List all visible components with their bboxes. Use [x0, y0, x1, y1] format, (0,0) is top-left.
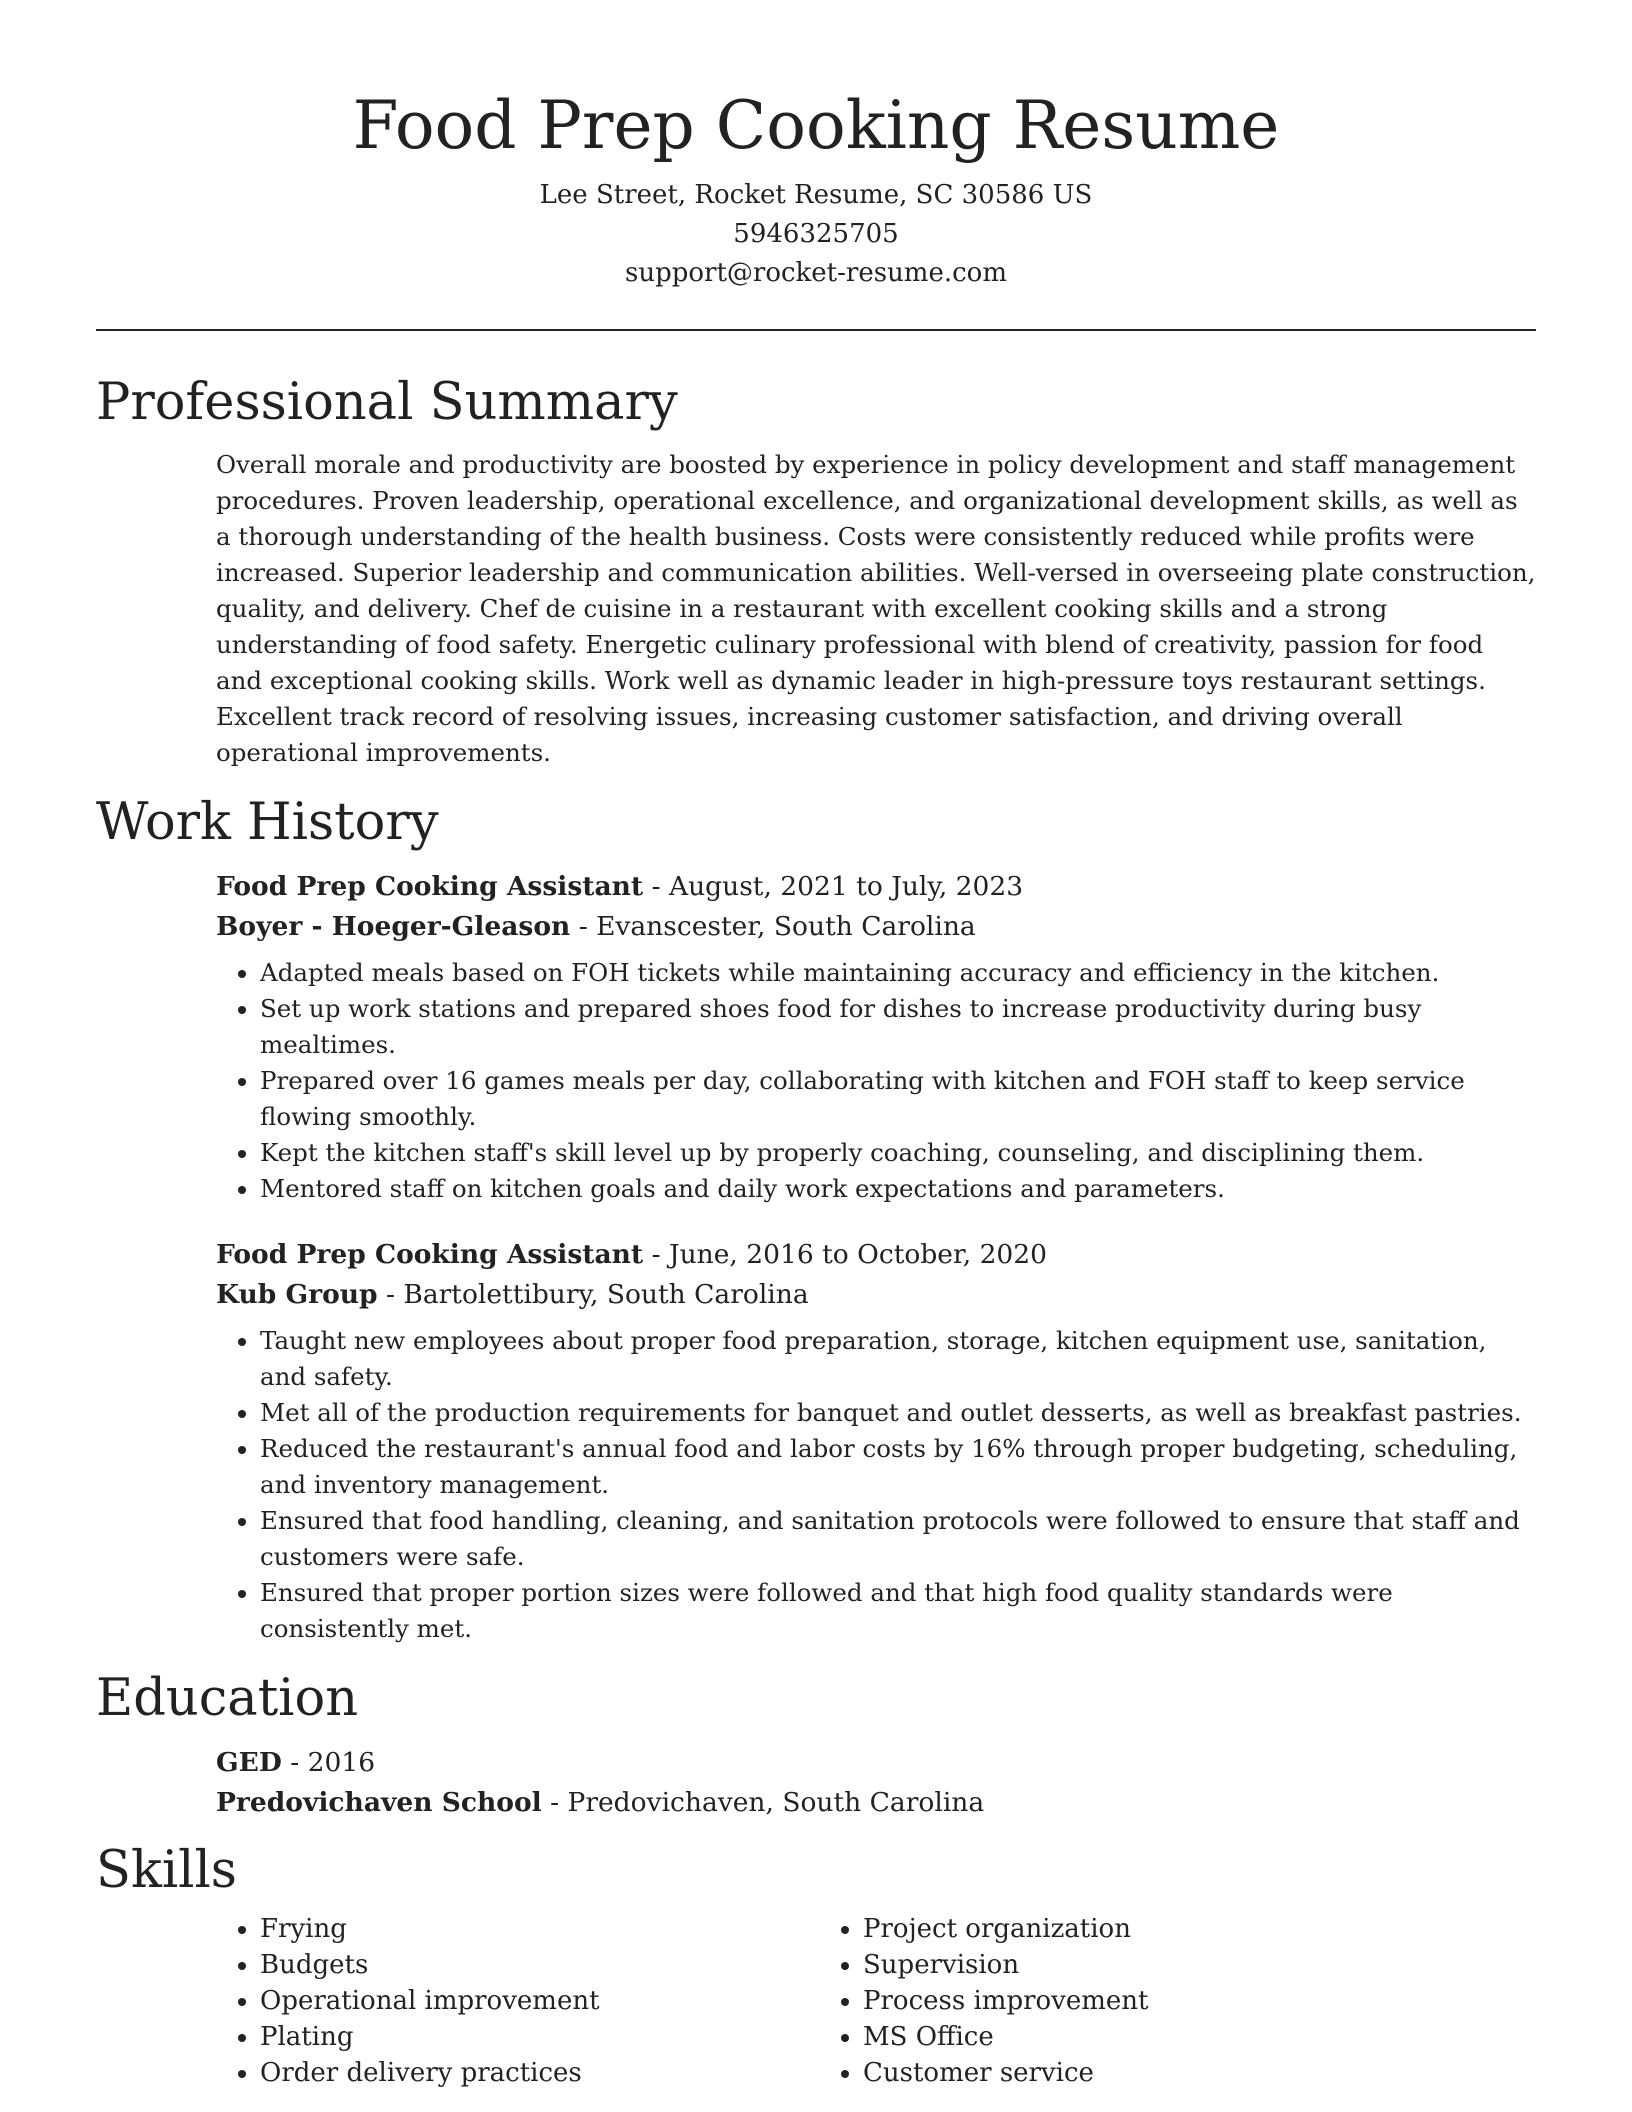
- job-location: - Bartolettibury, South Carolina: [377, 1279, 809, 1310]
- job-location: - Evanscester, South Carolina: [570, 911, 976, 942]
- job-bullet: • Reduced the restaurant's annual food and labor costs by 16% through proper budgeting, scheduling, and inventory management.: [260, 1431, 1536, 1503]
- skill-item: • Plating: [260, 2019, 819, 2055]
- job-entry: [216, 867, 1536, 1207]
- job-position: Food Prep Cooking Assistant: [216, 1239, 644, 1270]
- skills-column-right: [819, 1911, 1422, 2091]
- education-school-line: [216, 1783, 1536, 1823]
- skill-item: • MS Office: [863, 2019, 1422, 2055]
- resume-page: [96, 0, 1536, 2091]
- skill-item: • Frying: [260, 1911, 819, 1947]
- job-dates: - June, 2016 to October, 2020: [643, 1239, 1048, 1270]
- job-company: Boyer - Hoeger-Gleason: [216, 911, 571, 942]
- contact-address: Lee Street, Rocket Resume, SC 30586 US: [539, 180, 1093, 210]
- job-title-line: [216, 1235, 1536, 1275]
- skill-item: • Order delivery practices: [260, 2055, 819, 2091]
- education-location: - Predovichaven, South Carolina: [541, 1787, 985, 1818]
- education-entry: [216, 1743, 1536, 1823]
- job-bullet: • Adapted meals based on FOH tickets while maintaining accuracy and efficiency in the kitchen.: [260, 955, 1536, 991]
- skill-item: • Budgets: [260, 1947, 819, 1983]
- contact-email: support@rocket-resume.com: [624, 258, 1007, 288]
- job-bullet: • Prepared over 16 games meals per day, collaborating with kitchen and FOH staff to keep service flowing smoothly.: [260, 1063, 1536, 1135]
- job-bullet: • Met all of the production requirements for banquet and outlet desserts, as well as breakfast pastries.: [260, 1395, 1536, 1431]
- job-position: Food Prep Cooking Assistant: [216, 871, 644, 902]
- contact-phone: 5946325705: [733, 219, 899, 249]
- skill-item: • Process improvement: [863, 1983, 1422, 2019]
- job-bullet: • Ensured that food handling, cleaning, and sanitation protocols were followed to ensure that staff and customers were safe.: [260, 1503, 1536, 1575]
- job-bullet: • Mentored staff on kitchen goals and daily work expectations and parameters.: [260, 1171, 1536, 1207]
- skill-item: • Supervision: [863, 1947, 1422, 1983]
- skill-item: • Customer service: [863, 2055, 1422, 2091]
- job-bullet: • Ensured that proper portion sizes were followed and that high food quality standards were consistently met.: [260, 1575, 1536, 1647]
- education-degree-line: [216, 1743, 1536, 1783]
- education-school: Predovichaven School: [216, 1787, 542, 1818]
- job-company-line: [216, 1275, 1536, 1315]
- summary-heading: Professional Summary: [96, 373, 678, 432]
- education-degree: GED: [216, 1747, 282, 1778]
- summary-text: Overall morale and productivity are boosted by experience in policy development and staff management procedures. Proven leadership, operational excellence, and organizational development skills, as well as a thorough understanding of the health business. Costs were consistently reduced while profits were increased. Superior leadership and communication abilities. Well-versed in overseeing plate construction, quality, and delivery. Chef de cuisine in a restaurant with excellent cooking skills and a strong understanding of food safety. Energetic culinary professional with blend of creativity, passion for food and exceptional cooking skills. Work well as dynamic leader in high-pressure toys restaurant settings. Excellent track record of resolving issues, increasing customer satisfaction, and driving overall operational improvements.: [216, 450, 1536, 767]
- job-company: Kub Group: [216, 1279, 378, 1310]
- education-heading: Education: [96, 1669, 359, 1728]
- job-entry: [216, 1235, 1536, 1647]
- job-title-line: [216, 867, 1536, 907]
- job-bullets: [216, 955, 1536, 1207]
- job-company-line: [216, 907, 1536, 947]
- skills-heading: Skills: [96, 1841, 237, 1900]
- education-year: - 2016: [281, 1747, 376, 1778]
- skill-item: • Operational improvement: [260, 1983, 819, 2019]
- resume-title: Food Prep Cooking Resume: [352, 87, 1280, 164]
- job-bullet: • Taught new employees about proper food preparation, storage, kitchen equipment use, sanitation, and safety.: [260, 1323, 1536, 1395]
- job-bullets: [216, 1323, 1536, 1647]
- skills-column-left: [216, 1911, 819, 2091]
- header-divider: [96, 329, 1536, 331]
- skills-grid: [216, 1911, 1536, 2091]
- work-history-heading: Work History: [96, 793, 439, 852]
- job-bullet: • Kept the kitchen staff's skill level up by properly coaching, counseling, and disciplining them.: [260, 1135, 1536, 1171]
- contact-block: [96, 176, 1536, 293]
- skill-item: • Project organization: [863, 1911, 1422, 1947]
- job-dates: - August, 2021 to July, 2023: [643, 871, 1024, 902]
- job-bullet: • Set up work stations and prepared shoes food for dishes to increase productivity during busy mealtimes.: [260, 991, 1536, 1063]
